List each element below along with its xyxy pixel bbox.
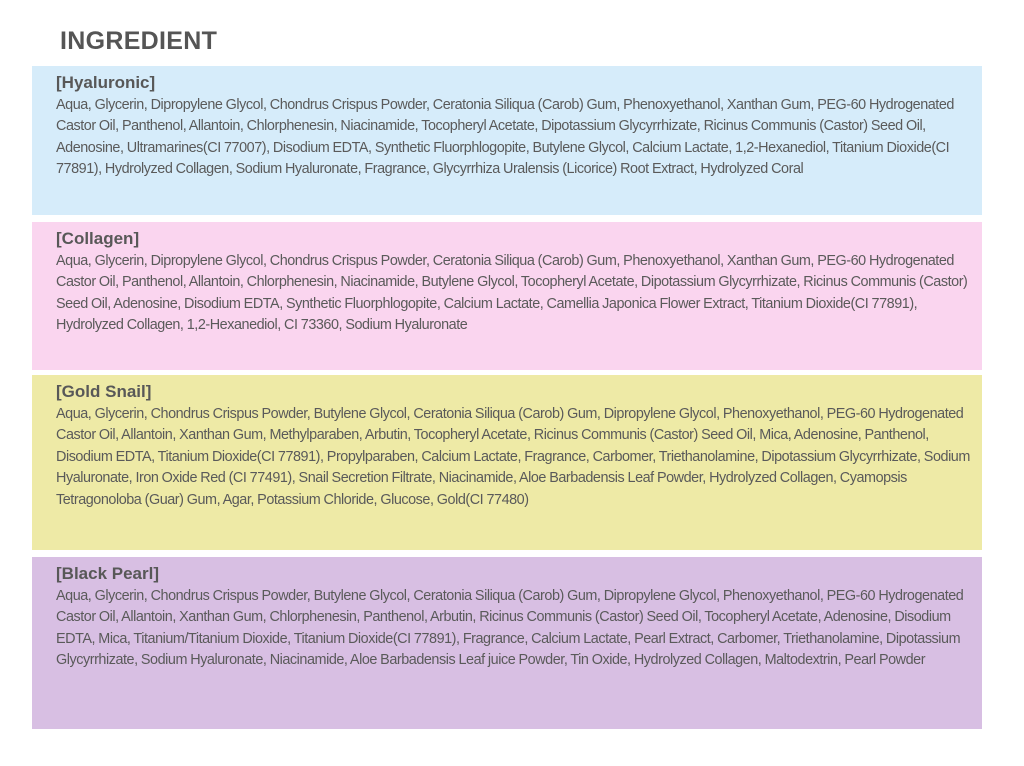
section-title: [Black Pearl] xyxy=(56,564,159,583)
page-title: INGREDIENT xyxy=(60,27,218,55)
ingredient-list: Aqua, Glycerin, Dipropylene Glycol, Chondrus Crispus Powder, Ceratonia Siliqua (Carob) Gum, Phenoxyethanol, Xanthan Gum, PEG-60 Hydrogenated Castor Oil, Panthenol, Allantoin, Chlorphenesin, Niacinamide, Tocopheryl Acetate, Dipotassium Glycyrrhizate, Ricinus Communis (Castor) Seed Oil, Adenosine, Ultramarines(CI 77007), Disodium EDTA, Synthetic Fluorphlogopite, Butylene Glycol, Calcium Lactate, 1,2-Hexanediol, Titanium Dioxide(CI 77891), Hydrolyzed Collagen, Sodium Hyaluronate, Fragrance, Glycyrrhiza Uralensis (Licorice) Root Extract, Hydrolyzed Coral xyxy=(56,97,954,178)
section-hyaluronic xyxy=(32,66,982,215)
section-collagen xyxy=(32,222,982,370)
section-black-pearl xyxy=(32,557,982,729)
section-title: [Gold Snail] xyxy=(56,382,152,401)
ingredient-list: Aqua, Glycerin, Chondrus Crispus Powder, Butylene Glycol, Ceratonia Siliqua (Carob) Gum, Dipropylene Glycol, Phenoxyethanol, PEG-60 Hydrogenated Castor Oil, Allantoin, Xanthan Gum, Methylparaben, Arbutin, Tocopheryl Acetate, Ricinus Communis (Castor) Seed Oil, Mica, Adenosine, Panthenol, Disodium EDTA, Titanium Dioxide(CI 77891), Propylparaben, Calcium Lactate, Fragrance, Carbomer, Triethanolamine, Dipotassium Glycyrrhizate, Sodium Hyaluronate, Iron Oxide Red (CI 77491), Snail Secretion Filtrate, Niacinamide, Aloe Barbadensis Leaf Powder, Hydrolyzed Collagen, Cyamopsis Tetragonoloba (Guar) Gum, Agar, Potassium Chloride, Glucose, Gold(CI 77480) xyxy=(56,406,970,508)
section-gold-snail xyxy=(32,375,982,550)
ingredient-list: Aqua, Glycerin, Chondrus Crispus Powder, Butylene Glycol, Ceratonia Siliqua (Carob) Gum, Dipropylene Glycol, Phenoxyethanol, PEG-60 Hydrogenated Castor Oil, Allantoin, Xanthan Gum, Chlorphenesin, Panthenol, Arbutin, Ricinus Communis (Castor) Seed Oil, Tocopheryl Acetate, Adenosine, Disodium EDTA, Mica, Titanium/Titanium Dioxide, Titanium Dioxide(CI 77891), Fragrance, Calcium Lactate, Pearl Extract, Carbomer, Triethanolamine, Dipotassium Glycyrrhizate, Sodium Hyaluronate, Niacinamide, Aloe Barbadensis Leaf juice Powder, Tin Oxide, Hydrolyzed Collagen, Maltodextrin, Pearl Powder xyxy=(56,588,964,669)
section-title: [Hyaluronic] xyxy=(56,73,156,92)
ingredient-list: Aqua, Glycerin, Dipropylene Glycol, Chondrus Crispus Powder, Ceratonia Siliqua (Carob) Gum, Phenoxyethanol, Xanthan Gum, PEG-60 Hydrogenated Castor Oil, Panthenol, Allantoin, Chlorphenesin, Niacinamide, Butylene Glycol, Tocopheryl Acetate, Dipotassium Glycyrrhizate, Ricinus Communis (Castor) Seed Oil, Adenosine, Disodium EDTA, Synthetic Fluorphlogopite, Calcium Lactate, Camellia Japonica Flower Extract, Titanium Dioxide(CI 77891), Hydrolyzed Collagen, 1,2-Hexanediol, CI 73360, Sodium Hyaluronate xyxy=(56,253,968,334)
section-title: [Collagen] xyxy=(56,229,140,248)
